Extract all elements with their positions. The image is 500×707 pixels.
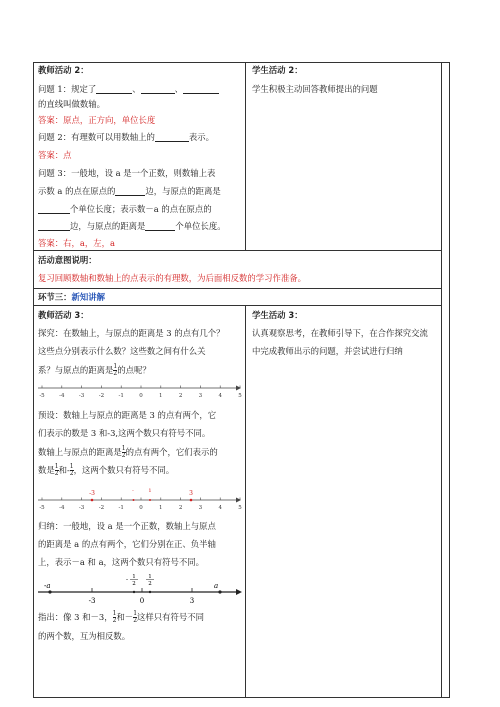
explore-line-2: 这些点分别表示什么数？这些数之间有什么关 [38, 346, 206, 356]
point-half [149, 499, 151, 501]
axis2-tick-label: 4 [218, 505, 222, 511]
student-activity-2-text: 学生积极主动回答教师提出的问题 [252, 84, 378, 94]
axis2-tick-label: 1 [159, 505, 163, 511]
axis2-tick-label: 0 [139, 505, 143, 511]
label-half-den: 2 [148, 581, 152, 587]
preset-line-2: 们表示的数是 3 和-3,这两个数只有符号不同。 [38, 428, 211, 438]
student-activity-3-line-2: 中完成教师出示的问题，并尝试进行归纳 [252, 346, 403, 356]
explore-line-1: 探究：在数轴上，与原点的距离是 3 的点有几个？ [38, 328, 225, 338]
axis2-tick-label: -5 [39, 505, 45, 511]
label-neg-half-num: 1 [132, 574, 136, 580]
column-divider-bottom [245, 305, 246, 698]
axis1-tick-label: -3 [78, 393, 85, 399]
question-3-line-1: 问题 3：一般地，设 a 是一个正数，则数轴上表 [38, 168, 216, 178]
half-mark: 1 [148, 488, 152, 494]
point-out-line-1: 指出：像 3 和－3， $\frac{1}{2}$ 和－ $\frac{1}{2}$ 这样只有符号不同 [38, 610, 205, 624]
axis1-tick-label: 2 [178, 393, 183, 399]
point-neg3 [91, 499, 94, 502]
column-divider-top [245, 62, 246, 250]
outer-left-border [33, 62, 34, 698]
point-neg-a [48, 590, 51, 593]
inner-right-border [441, 62, 442, 698]
axis2-tick-label: -1 [118, 505, 124, 511]
point-3 [190, 499, 193, 502]
question-1-cont: 的直线叫做数轴。 [38, 99, 105, 109]
question-3-line-4: 边，与原点的距离是 个单位长度。 [38, 221, 226, 231]
axis2-tick-label: 2 [178, 505, 183, 511]
outer-right-border [449, 62, 450, 698]
axis1-tick-label: -5 [39, 393, 45, 399]
row-divider-intent [33, 250, 442, 251]
induction-line-3: 上，表示－a 和 a，这两个数只有符号不同。 [38, 557, 205, 567]
teacher-activity-2-heading: 教师活动 2： [38, 65, 89, 75]
preset-line-1: 预设：数轴上与原点的距离是 3 的点有两个，它 [38, 410, 217, 420]
axis1-tick-label: 1 [159, 393, 163, 399]
axis2-label-neg3: -3 [89, 490, 95, 497]
question-1: 问题 1：规定了 、 、 [38, 84, 219, 94]
axis1-tick-label: -1 [118, 393, 124, 399]
induction-line-2: 的距离是 a 的点有两个，它们分别在正、负半轴 [38, 539, 216, 549]
student-activity-2-heading: 学生活动 2： [252, 65, 303, 75]
question-3-line-3: 个单位长度；表示数－a 的点在原点的 [38, 204, 212, 214]
label-neg-half-sign: - [125, 576, 129, 584]
answer-2: 答案：点 [38, 150, 72, 160]
axis1-tick-label: -4 [59, 393, 65, 399]
answer-3: 答案：右，a，左，a [38, 238, 115, 248]
axis1-tick-label: -2 [98, 393, 105, 399]
point-a [218, 590, 221, 593]
axis2-tick-label: 5 [238, 505, 242, 511]
row-divider-section3 [33, 288, 442, 289]
label-neg-a: -a [44, 582, 51, 590]
student-activity-3-line-1: 认真观察思考，在教师引导下，在合作探究交流 [252, 328, 428, 338]
number-line-2 [36, 486, 242, 516]
question-2: 问题 2：有理数可以用数轴上的 表示。 [38, 132, 214, 142]
induction-line-1: 归纳：一般地，设 a 是一个正数，数轴上与原点 [38, 521, 216, 531]
point-neg-half [133, 499, 135, 501]
neg-half-mark: - [132, 488, 134, 494]
axis2-tick-label: 3 [198, 505, 203, 511]
activity-intent-text: 复习回顾数轴和数轴上的点表示的有理数，为后面相反数的学习作准备。 [38, 273, 306, 283]
teacher-activity-3-heading: 教师活动 3： [38, 310, 89, 320]
row-divider-activity3 [33, 305, 442, 306]
axis1-tick-label: 5 [238, 393, 242, 399]
axis1-tick-label: 4 [218, 393, 222, 399]
label-three: 3 [189, 597, 195, 605]
explore-line-3: 系？与原点的距离是 $\frac{1}{2}$ 的点呢？ [38, 363, 151, 377]
axis1-tick-label: 3 [198, 393, 203, 399]
outer-top-border [33, 62, 450, 63]
answer-1: 答案：原点，正方向，单位长度 [38, 115, 156, 125]
label-a: a [214, 582, 219, 590]
number-line-3 [36, 572, 242, 606]
activity-intent-heading: 活动意图说明： [38, 255, 97, 265]
axis2-label-3: 3 [189, 490, 193, 497]
half-line-1: 数轴上与原点的距离是 $\frac{1}{2}$ 的点有两个，它们表示的 [38, 445, 218, 459]
point-half-3 [149, 591, 151, 593]
half-line-2: 数是 $\frac{1}{2}$ 和- $\frac{1}{2}$ ，这两个数只有符号不同。 [38, 463, 175, 477]
label-zero: 0 [139, 597, 145, 605]
section-3-title: 环节三：新知讲解 [38, 292, 105, 302]
student-activity-3-heading: 学生活动 3： [252, 310, 303, 320]
axis2-tick-label: -4 [59, 505, 65, 511]
axis2-tick-label: -2 [98, 505, 105, 511]
label-neg-half-den: 2 [132, 581, 136, 587]
axis1-tick-label: 0 [139, 393, 143, 399]
point-neg-half-3 [133, 591, 135, 593]
label-neg3: -3 [88, 597, 96, 605]
point-out-line-2: 的两个数，互为相反数。 [38, 631, 131, 641]
label-half-num: 1 [148, 574, 152, 580]
axis2-tick-label: -3 [78, 505, 85, 511]
number-line-1 [36, 380, 242, 402]
outer-bottom-border [33, 697, 450, 698]
question-3-line-2: 示数 a 的点在原点的 边，与原点的距离是 [38, 186, 221, 196]
